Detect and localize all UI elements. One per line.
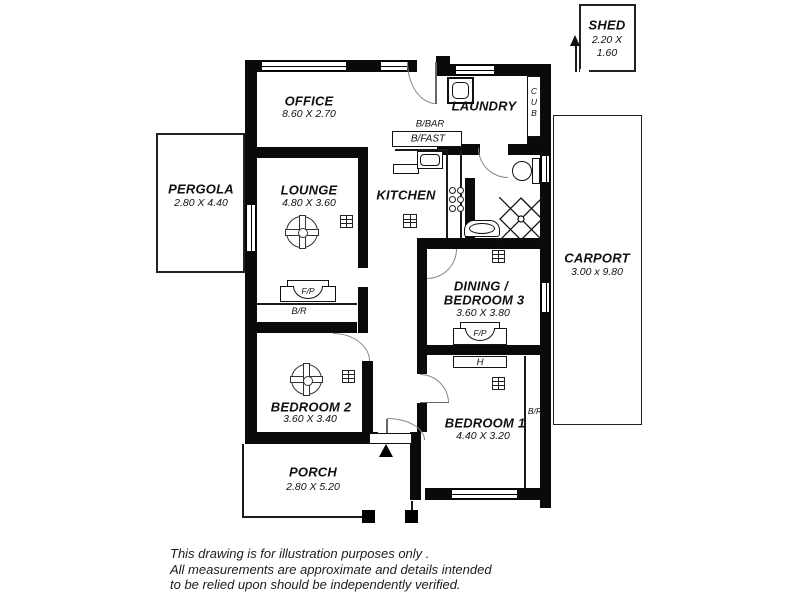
office-dims: 8.60 X 2.70 [282, 108, 336, 120]
shed-dims-line2: 1.60 [596, 47, 618, 59]
wall-office-lounge [257, 147, 368, 158]
cupboard-label: CUB [529, 86, 539, 119]
ceiling-fan-icon [286, 216, 318, 248]
carport-label: CARPORT [564, 250, 630, 266]
door-leaf-bedroom1 [420, 402, 449, 403]
vanity-basin [464, 220, 500, 237]
heater-vent-icon [492, 377, 505, 390]
kitchen-sink [417, 151, 443, 169]
door-arc-bathroom [478, 148, 508, 178]
wall-bedroom2-right [362, 361, 373, 432]
shower-icon [499, 197, 543, 241]
hall-cupboard-label: H [476, 357, 484, 368]
dining-label-line1: DINING / [453, 278, 509, 294]
toilet-tank [532, 158, 540, 184]
wall-hall-dining [417, 249, 427, 374]
wall-bedroom2-top [245, 322, 357, 333]
shed-dims-line1: 2.20 X [591, 34, 623, 46]
laundry-label: LAUNDRY [451, 98, 517, 114]
wall-corner-block [527, 137, 540, 155]
breakfast-label: B/FAST [410, 133, 446, 145]
disclaimer-line-2: All measurements are approximate and details intended [170, 561, 492, 577]
front-door-sill [369, 433, 412, 444]
kitchen-label: KITCHEN [376, 187, 436, 203]
bedroom2-label: BEDROOM 2 [270, 399, 352, 415]
toilet-bowl [512, 161, 532, 181]
disclaimer-line-1: This drawing is for illustration purposes only . [170, 546, 430, 561]
fireplace-dining [453, 328, 507, 345]
entry-marker-icon [379, 444, 393, 457]
laundry-window [456, 65, 494, 75]
office-window [262, 61, 346, 71]
porch-bottom-line [242, 516, 369, 518]
robe-label: B/R [291, 306, 307, 316]
wall-left [245, 60, 257, 444]
robe-line [257, 303, 357, 305]
pergola-dims: 2.80 X 4.40 [174, 197, 228, 209]
breakfast-bar-label: B/BAR [415, 118, 445, 130]
wall-entry-stub [436, 56, 450, 76]
lounge-label: LOUNGE [280, 182, 338, 198]
wall-bottom-main [245, 432, 378, 444]
shed-arrow-icon [570, 35, 580, 46]
door-arc-bedroom1 [420, 374, 449, 403]
lounge-dims: 4.80 X 3.60 [282, 197, 336, 209]
porch-post [405, 510, 418, 523]
heater-vent-icon [492, 250, 505, 263]
fireplace-lounge [280, 286, 336, 302]
robe-label: B/R [527, 406, 543, 416]
ceiling-fan-icon [291, 364, 322, 395]
heater-vent-icon [342, 370, 355, 383]
disclaimer-line-3: to be relied upon should be independently verified. [170, 577, 461, 592]
carport-dims: 3.00 x 9.80 [571, 266, 623, 278]
disclaimer-text [170, 546, 492, 593]
fireplace-label: F/P [465, 328, 495, 341]
porch-dims: 2.80 X 5.20 [286, 481, 340, 493]
dining-window [541, 283, 550, 312]
wall-dining-bottom [417, 345, 551, 355]
porch-left-line [242, 444, 244, 517]
bedroom1-window [452, 489, 517, 499]
door-arc-bedroom2 [333, 333, 370, 361]
dining-dims: 3.60 X 3.80 [456, 307, 510, 319]
pergola-label: PERGOLA [168, 181, 234, 197]
office-label: OFFICE [284, 93, 334, 109]
door-arc-top-entry [407, 62, 436, 104]
porch-post [362, 510, 375, 523]
shed-arrow-line [575, 46, 577, 72]
fireplace-label: F/P [293, 286, 323, 299]
heater-vent-icon [340, 215, 353, 228]
shed-label: SHED [588, 17, 626, 33]
heater-vent-icon [403, 214, 417, 228]
office-window [381, 61, 407, 71]
stove-burners [448, 186, 466, 212]
wall-lounge-right-upper [358, 147, 368, 268]
bedroom1-label: BEDROOM 1 [444, 415, 526, 431]
bathroom-window [541, 156, 550, 182]
hall-cupboard-box [453, 356, 507, 368]
door-arc-dining [427, 249, 457, 279]
porch-label: PORCH [289, 464, 337, 480]
wall-lounge-right-lower [358, 287, 368, 333]
kitchen-shelf [393, 164, 419, 174]
wall-laundry-bottom-b [508, 144, 527, 155]
lounge-window [246, 205, 256, 251]
bedroom2-dims: 3.60 X 3.40 [283, 413, 337, 425]
shed-door-gap [580, 69, 589, 73]
door-leaf-top-entry [435, 62, 437, 104]
bedroom1-dims: 4.40 X 3.20 [456, 430, 510, 442]
dining-label-line2: BEDROOM 3 [443, 292, 525, 308]
